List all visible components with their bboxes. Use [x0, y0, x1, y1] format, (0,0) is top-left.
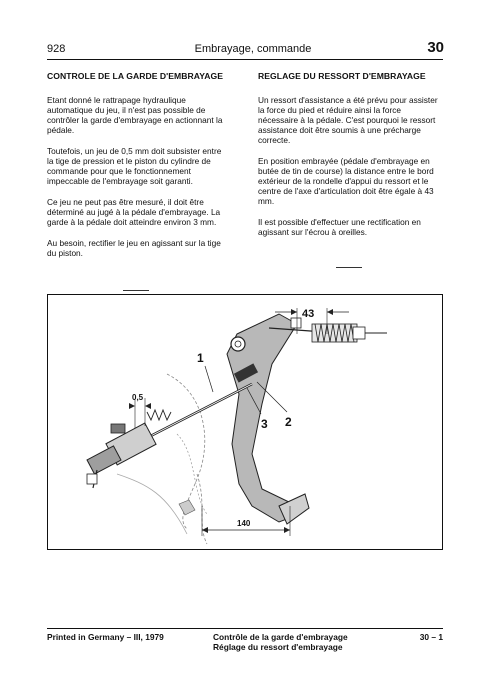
left-column — [47, 71, 229, 269]
dim-arrow-right — [327, 309, 333, 315]
right-paragraph-3: Il est possible d'effectuer une rectification en agissant sur l'écrou à oreilles. — [258, 217, 421, 237]
dim-43-label: 43 — [302, 308, 315, 320]
left-column-title: CONTROLE DE LA GARDE D'EMBRAYAGE — [47, 71, 224, 81]
dim-gap-label: 0,5 — [132, 393, 144, 402]
footer-printed: Printed in Germany – III, 1979 — [47, 632, 164, 642]
dim-arrow-left — [291, 309, 297, 315]
right-paragraph-1: Un ressort d'assistance a été prévu pour assister la force du pied et réduire ainsi la force nécessaire à la pédale. C'est pourquoi le ressort assistance doit être soumis à une précharge correcte. — [258, 95, 438, 145]
callout-1: 1 — [197, 351, 204, 365]
section-end-dash-right — [336, 267, 362, 268]
left-paragraph-4: Au besoin, rectifier le jeu en agissant sur la tige du piston. — [47, 238, 221, 258]
master-cylinder — [87, 410, 171, 488]
footer-page: 30 – 1 — [419, 632, 443, 642]
header-model: 928 — [47, 43, 66, 55]
right-column — [258, 71, 440, 248]
callout-2: 2 — [285, 415, 292, 429]
left-paragraph-3: Ce jeu ne peut pas être mesuré, il doit être déterminé au jugé à la pédale d'embrayage. La garde à la pédale doit atteindre environ 3 mm. — [47, 197, 221, 227]
footer-topics — [213, 632, 348, 652]
header-page-number: 30 — [427, 39, 444, 56]
header-rule — [47, 59, 443, 60]
footer-rule — [47, 628, 443, 629]
left-paragraph-1: Etant donné le rattrapage hydraulique automatique du jeu, il n'est pas possible de contrôler la garde d'embrayage en actionnant la pédale. — [47, 95, 223, 135]
left-paragraph-2: Toutefois, un jeu de 0,5 mm doit subsister entre la tige de pression et le piston du cylindre de commande pour que le fonctionnement impeccable de l'embrayage soit garanti. — [47, 146, 222, 186]
header-title: Embrayage, commande — [194, 43, 312, 55]
assist-spring — [312, 324, 387, 342]
dim-140-label: 140 — [237, 519, 251, 528]
clutch-pedal-figure — [47, 294, 443, 550]
footer-topic-2: Réglage du ressort d'embrayage — [213, 642, 343, 652]
section-end-dash-left — [123, 290, 149, 291]
footer-topic-1: Contrôle de la garde d'embrayage — [213, 632, 348, 642]
callout-3: 3 — [261, 417, 268, 431]
right-column-title: REGLAGE DU RESSORT D'EMBRAYAGE — [258, 71, 426, 81]
right-paragraph-2: En position embrayée (pédale d'embrayage en butée de tin de course) la distance entre le bord extérieur de la rondelle d'appui du ressort et le centre de l'axe d'articulation doit être égale à 43 mm. — [258, 156, 434, 206]
spring-pivot — [291, 318, 301, 328]
